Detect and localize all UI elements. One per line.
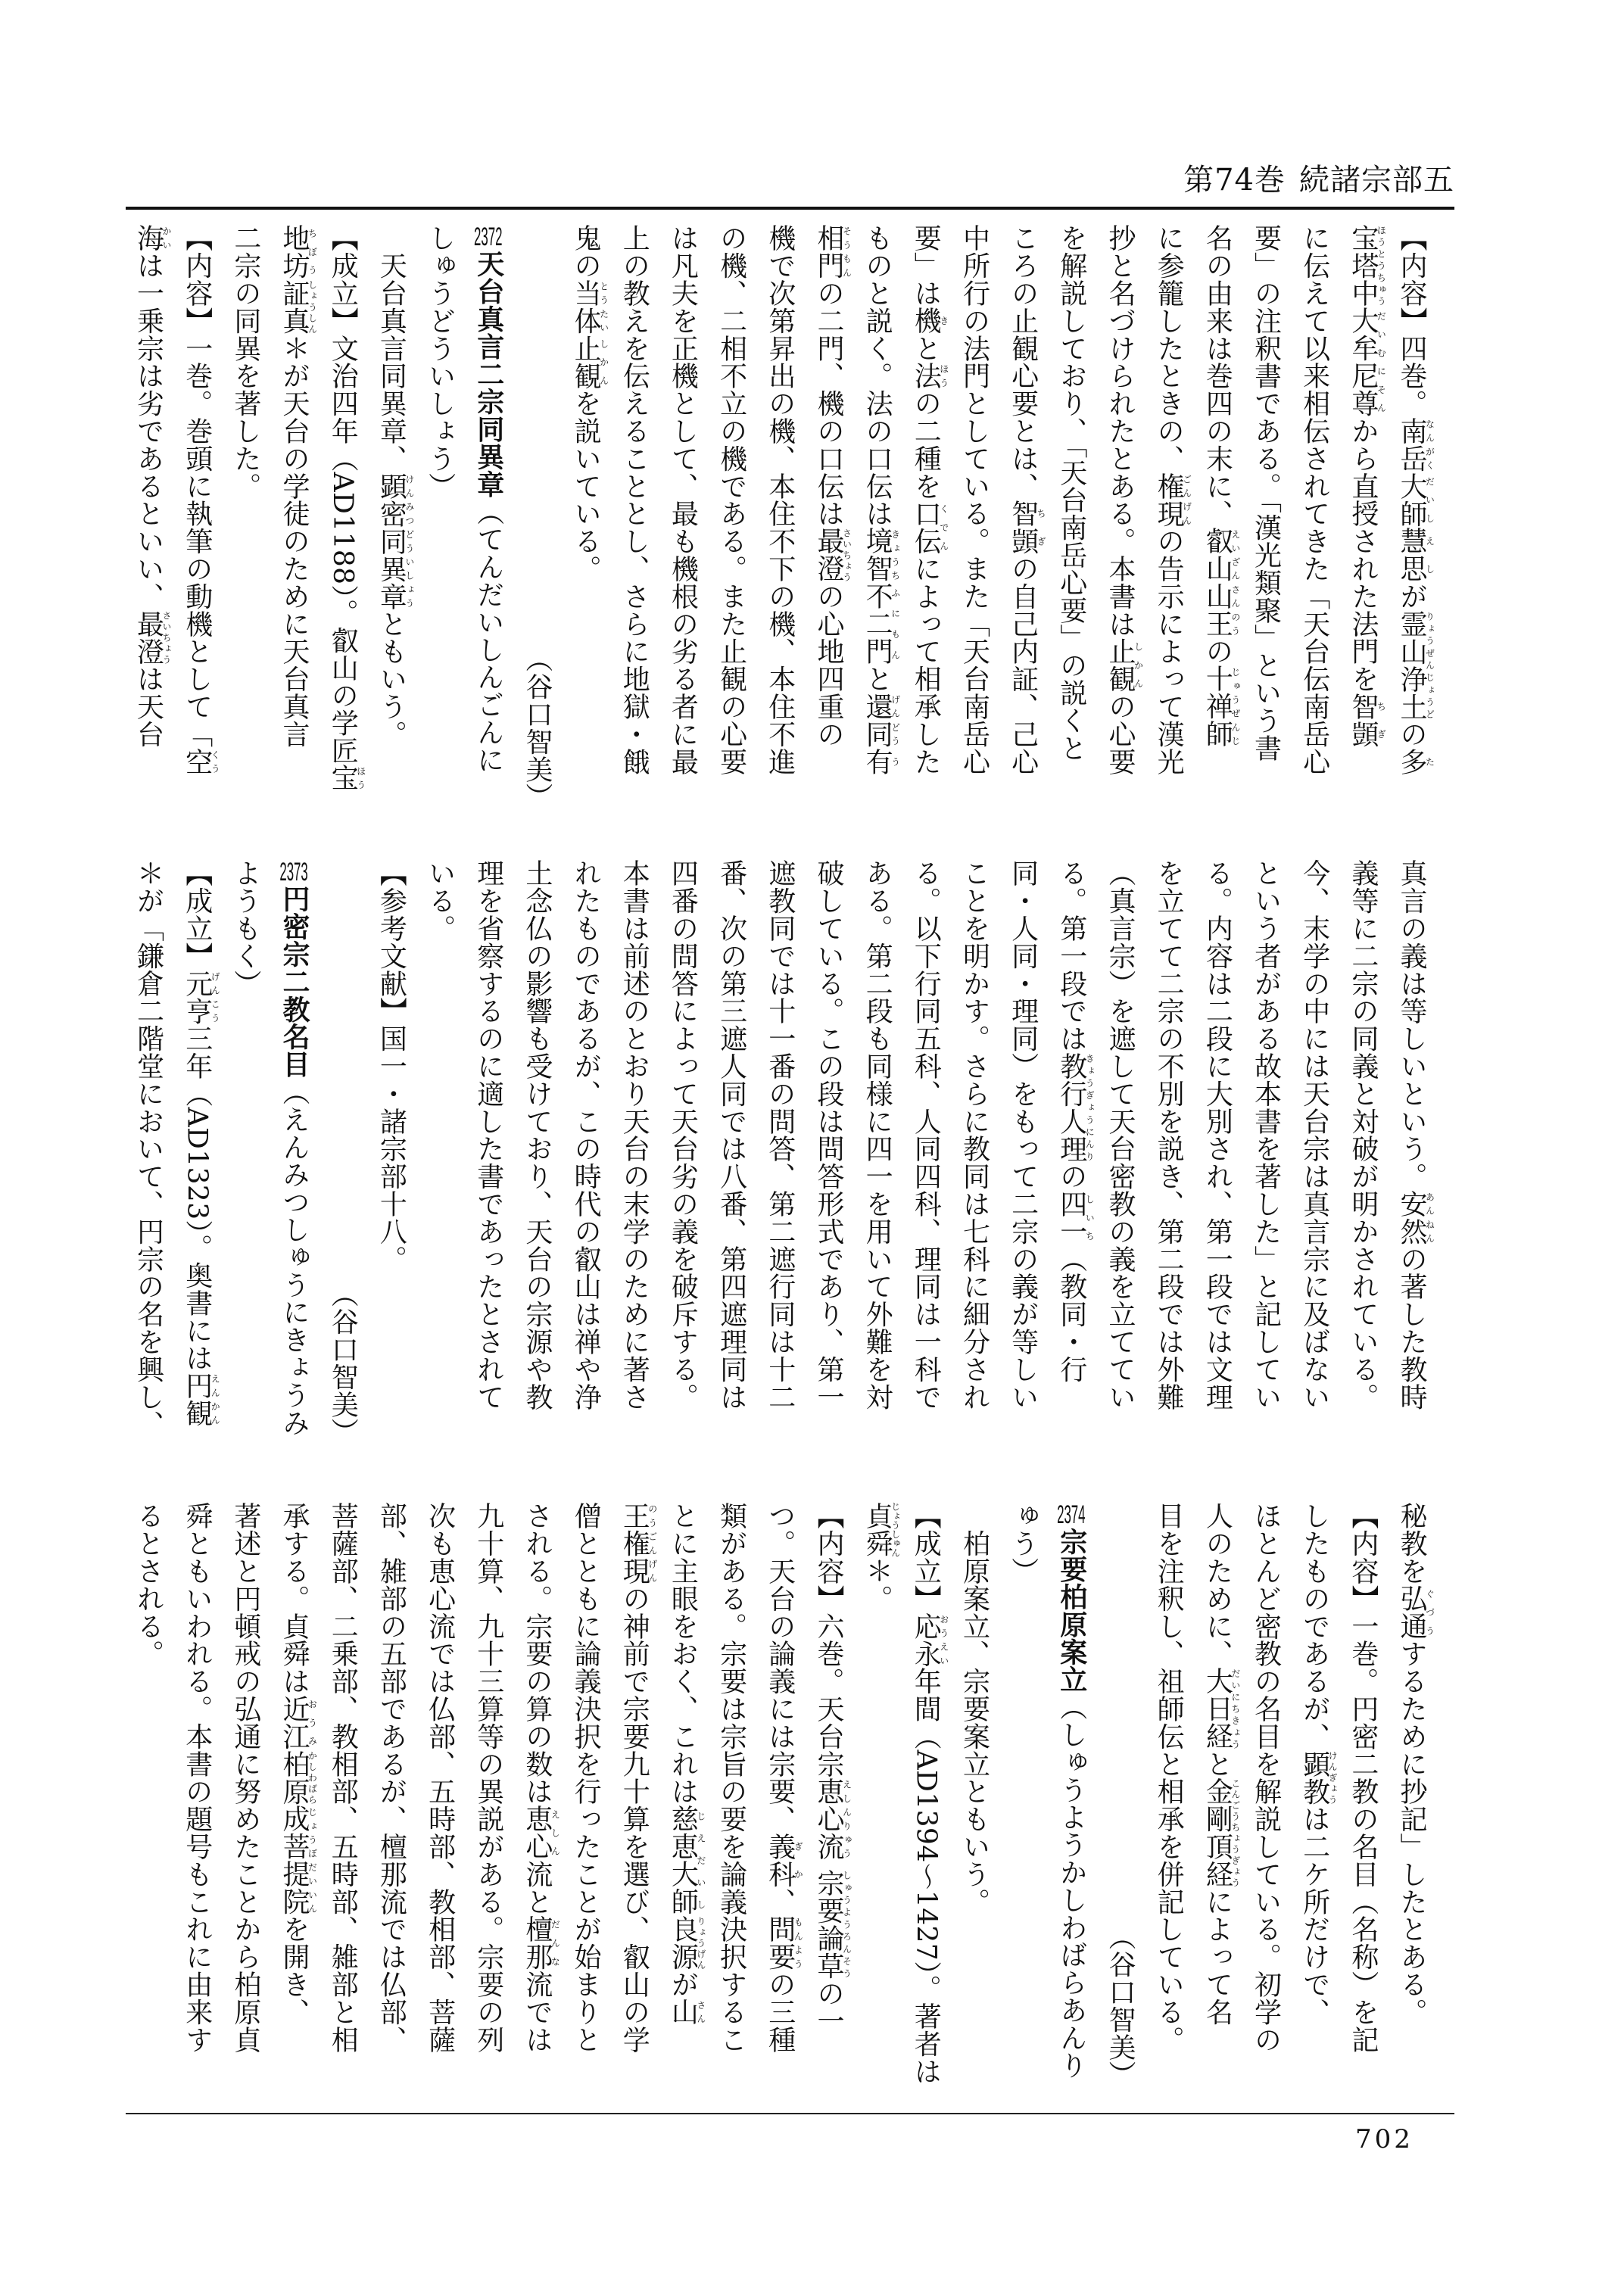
furigana-word: 十禅師じゅうぜんじ (1202, 665, 1241, 748)
text-column: 【内容】六巻。天台宗恵心流えしんりゅう 宗要論草しゅうようろんそうの一 (812, 1502, 853, 2035)
text-column: 【内容】四巻。南岳なんがく大師だいし慧思えしが霊山浄土りょうぜんじょうどの多た (1396, 224, 1435, 776)
text-column: 名の由来は巻四の末に、叡山山王えいざんさんのうの十禅師じゅうぜんじ (1202, 224, 1241, 748)
furigana-word: 慧思えし (1396, 527, 1435, 583)
text-column: ころの止観心要とは、智顗ちぎの自己内証、己心 (1007, 224, 1047, 776)
text-column: る。第一段では教行人理きょうぎょうにんりの四一しいち（教同・行 (1055, 859, 1096, 1383)
text-column: という者がある故本書を著した」と記してい (1250, 859, 1282, 1410)
text-column: したものであるが、顕教けんぎょうは二ケ所だけで、 (1298, 1502, 1339, 2026)
text-column: つ。天台の論義には宗要、義科ぎか、問要もんようの三種 (764, 1502, 804, 2054)
furigana-word: 弘通ぐづう (1396, 1584, 1435, 1640)
furigana-word: 宝塔中ほうとうちゅう (1347, 224, 1387, 307)
text-column: 人のために、大日経だいにちきょうと金剛頂経こんごうちょうぎょうによって名 (1202, 1502, 1241, 2026)
text-column: ものと説く。法の口伝は境智きょうち不二門ふにもんと還同げんどう有う (862, 224, 901, 776)
section-title: 続諸宗部五 (1299, 163, 1454, 198)
furigana-word: 大牟尼尊だいむにそん (1347, 307, 1387, 417)
text-column: 相門そうもんの二門、機の口伝は最澄さいちょうの心地四重の (812, 224, 853, 748)
entry-heading-line: 2372天台真言二宗同異章（てんだいしんごんに (472, 224, 504, 774)
furigana-word: 義科ぎか (764, 1832, 804, 1888)
furigana-word: 顕密同異章けんみつどういしょう (376, 472, 415, 610)
furigana-word: 山さん (667, 1998, 706, 2026)
entry-number: 2374 (1057, 1502, 1086, 1528)
text-column: 番、次の第三遮人同では八番、第四遮理同は (715, 859, 747, 1410)
furigana-word: 霊山浄土りょうぜんじょうど (1396, 609, 1435, 721)
text-column: 承する。貞舜は近江おうみ柏原かしわばら成菩提院じょうぼだいいんを開き、 (279, 1502, 318, 2026)
text-column: 【内容】一巻。円密二教の名目（名称）を記 (1347, 1502, 1379, 2053)
furigana-word: 問要もんよう (764, 1915, 804, 1971)
text-column: 菩薩部、二乗部、教相部、五時部、雑部と相 (327, 1502, 359, 2053)
furigana-word: 応永おうえい (910, 1612, 949, 1668)
text-column: 宝塔中ほうとうちゅう大牟尼尊だいむにそんから直授された法門を智顗ちぎ (1347, 224, 1387, 748)
text-column: 海かいは一乗宗は劣であるといい、最澄さいちょうは天台 (132, 224, 173, 748)
furigana-word: 海かい (132, 224, 173, 252)
text-column: 【成立】応永おうえい年間（AD1394〜1427）。著者は (910, 1502, 949, 2086)
entry-number: 2373 (279, 859, 308, 885)
furigana-word: 止観しかん (1104, 637, 1144, 693)
furigana-word: 宝ほう (327, 764, 366, 792)
text-column: 本書は前述のとおり天台の末学のために著さ (619, 859, 650, 1410)
entry-title: 天台真言二宗同異章 (472, 250, 504, 498)
furigana-word: 慈恵大師じえだいし (667, 1805, 706, 1916)
bottom-rule (126, 2113, 1454, 2114)
furigana-word: 多た (1396, 747, 1435, 776)
text-column: に伝えて以来相伝されてきた「天台伝南岳心 (1298, 224, 1330, 775)
text-column: 土念仏の影響も受けており、天台の宗源や教 (521, 859, 553, 1410)
furigana-word: 成菩提院じょうぼだいいん (279, 1805, 318, 1916)
furigana-word: 智顗ちぎ (1347, 692, 1387, 748)
furigana-word: 境智きょうち (862, 527, 901, 583)
furigana-word: 顕教けんぎょう (1298, 1749, 1339, 1805)
furigana-word: 地坊ちぼう (279, 224, 318, 279)
text-column: とに主眼をおく、これは慈恵大師じえだいし良源りょうげんが山さん (667, 1502, 706, 2026)
text-column: 【成立】元亨げんこう三年（AD1323）。奥書には円観えんかん (181, 859, 221, 1427)
text-column: 機で次第昇出の機、本住不下の機、本住不進 (764, 224, 796, 775)
text-column: 四番の問答によって天台劣の義を破斥する。 (667, 859, 699, 1410)
page-number: 702 (1355, 2124, 1414, 2154)
text-column: 部、雑部の五部であるが、檀那流では仏部、 (376, 1502, 407, 2053)
furigana-word: 当体とうたい (570, 279, 609, 335)
text-tier-1 (123, 224, 1435, 815)
furigana-word: 安然あんねん (1396, 1189, 1435, 1245)
furigana-word: 還同げんどう (862, 692, 901, 748)
text-column: 義等に二宗の同義と対破が明かされている。 (1347, 859, 1379, 1410)
text-column: 鬼の当体とうたい止観しかんを説いている。 (570, 224, 609, 583)
furigana-word: 不二門ふにもん (862, 582, 901, 665)
text-column: 貞舜じょうしゅん＊。 (862, 1502, 901, 1612)
text-column: ある。第二段も同様に四一を用いて外難を対 (862, 859, 893, 1410)
furigana-word: 金剛頂経こんごうちょうぎょう (1202, 1777, 1241, 1888)
furigana-word: 恵心えしん (521, 1805, 561, 1861)
furigana-word: 機き (910, 307, 949, 335)
text-column: 【参考文献】国一・諸宗部十八。 (376, 859, 407, 1273)
furigana-word: 権現ごんげん (1153, 472, 1192, 528)
text-column: 類がある。宗要は宗旨の要を論義決択するこ (715, 1502, 747, 2053)
text-column: 僧とともに論義決択を行ったことが始まりと (570, 1502, 602, 2053)
furigana-word: 有う (862, 747, 901, 776)
furigana-word: 貞舜じょうしゅん (862, 1502, 901, 1557)
text-column: れたものであるが、この時代の叡山は禅や浄 (570, 859, 602, 1410)
text-column: 柏原案立、宗要案立ともいう。 (959, 1502, 990, 1915)
furigana-word: 叡山山王えいざんさんのう (1202, 527, 1241, 638)
text-column: 舜ともいわれる。本書の題号もこれに由来す (181, 1502, 213, 2053)
text-column: 破している。この段は問答形式であり、第一 (812, 859, 844, 1410)
text-column: 天台真言同異章、顕密同異章けんみつどういしょうともいう。 (376, 224, 415, 748)
entry-title: 円密宗二教名目 (279, 885, 310, 1078)
text-column: ようもく） (229, 859, 261, 997)
text-tier-2 (123, 859, 1435, 1450)
text-column: 真言の義は等しいという。安然あんねんの著した教時 (1396, 859, 1435, 1411)
furigana-word: 証真しょうしん (279, 279, 318, 335)
text-column: 九十算、九十三算等の異説がある。宗要の列 (472, 1502, 504, 2053)
furigana-word: 大師だいし (1396, 472, 1435, 528)
author-signature: （谷口智美） (521, 644, 553, 810)
text-column: しゅうどういしょう） (424, 224, 456, 500)
text-column: （真言宗）を遮して天台密教の義を立ててい (1104, 859, 1136, 1410)
furigana-word: 口伝くでん (910, 500, 949, 555)
furigana-word: 近江おうみ (279, 1694, 318, 1750)
text-column: 秘教を弘通ぐづうするために抄記」したとある。 (1396, 1502, 1435, 2026)
text-column: 王権現のうごんげんの神前で宗要九十算を選び、叡山の学 (619, 1502, 658, 2054)
furigana-word: 王権現のうごんげん (619, 1502, 658, 1585)
text-column: 【内容】一巻。巻頭に執筆の動機として「空くう (181, 224, 221, 776)
text-column: を立てて二宗の不別を説き、第二段では外難 (1153, 859, 1185, 1410)
furigana-word: 最澄さいちょう (132, 609, 173, 665)
text-tier-3 (123, 1502, 1435, 2092)
text-column: る。内容は二段に大別され、第一段では文理 (1202, 859, 1233, 1410)
text-column: 要」は機きと法ほうの二種を口伝くでんによって相承した (910, 224, 949, 776)
furigana-word: 止観しかん (570, 334, 609, 390)
text-column: る。以下行同五科、人同四科、理同は一科で (910, 859, 942, 1410)
text-column: 【成立】文治四年（AD1188）。叡山の学匠宝ほう (327, 224, 366, 792)
furigana-word: 最澄さいちょう (812, 527, 853, 583)
furigana-word: 教行人理きょうぎょうにんり (1055, 1051, 1096, 1163)
text-column: 上の教えを伝えることとし、さらに地獄・餓 (619, 224, 650, 775)
entry-title: 宗要柏原案立 (1055, 1528, 1087, 1693)
furigana-word: 南岳なんがく (1396, 416, 1435, 472)
text-column: ことを明かす。さらに教同は七科に細分され (959, 859, 990, 1410)
text-column: 目を注釈し、祖師伝と相承を併記している。 (1153, 1502, 1185, 2053)
text-column: 次も恵心流では仏部、五時部、教相部、菩薩 (424, 1502, 456, 2053)
text-column: 地坊ちぼう証真しょうしん＊が天台の学徒のために天台真言 (279, 224, 318, 748)
running-header (1170, 156, 1454, 199)
text-column: 著述と円頓戒の弘通に努めたことから柏原貞 (229, 1502, 261, 2053)
text-column: 今、末学の中には天台宗は真言宗に及ばない (1298, 859, 1330, 1410)
author-signature: （谷口智美） (327, 1279, 359, 1445)
furigana-word: 宗要論草しゅうようろんそう (812, 1869, 853, 1980)
furigana-word: 四一しいち (1055, 1189, 1096, 1245)
text-column: 中所行の法門としている。また「天台南岳心 (959, 224, 990, 775)
furigana-word: 元亨げんこう (181, 969, 221, 1025)
entry-heading-line: 2374宗要柏原案立（しゅうようかしわばらあんり (1055, 1502, 1087, 2080)
text-column: るとされる。 (132, 1502, 164, 1668)
furigana-word: 法ほう (910, 362, 949, 390)
text-column: される。宗要の算の数は恵心えしん流と檀那だんな流では (521, 1502, 561, 2054)
top-rule (126, 207, 1454, 210)
text-column: 要」の注釈書である。「漢光類聚」という書 (1250, 224, 1282, 762)
text-column: いる。 (424, 859, 456, 942)
furigana-word: 恵心流えしんりゅう (812, 1777, 853, 1861)
volume-number: 第74巻 (1183, 163, 1286, 198)
text-column: の機、二相不立の機である。また止観の心要 (715, 224, 747, 775)
entry-heading-line: 2373円密宗二教名目（えんみつしゅうにきょうみ (279, 859, 310, 1437)
furigana-word: 柏原かしわばら (279, 1749, 318, 1805)
text-column: を解説しており、「天台南岳心要」の説くと (1055, 224, 1087, 762)
text-column: 二宗の同異を著した。 (229, 224, 261, 500)
text-column: 抄と名づけられたとある。本書は止観しかんの心要 (1104, 224, 1144, 776)
furigana-word: 大日経だいにちきょう (1202, 1667, 1241, 1750)
furigana-word: 空くう (181, 747, 221, 776)
text-column: に参籠したときの、権現ごんげんの告示によって漢光 (1153, 224, 1192, 776)
text-column: は凡夫を正機として、最も機根の劣る者に最 (667, 224, 699, 775)
text-column: 同・人同・理同）をもって二宗の義が等しい (1007, 859, 1039, 1410)
furigana-word: 智顗ちぎ (1007, 500, 1047, 555)
text-column: ＊が「鎌倉二階堂において、円宗の名を興し、 (132, 859, 164, 1438)
text-column: ほとんど密教の名目を解説している。初学の (1250, 1502, 1282, 2053)
text-column: 遮教同では十一番の問答、第二遮行同は十二 (764, 859, 796, 1410)
furigana-word: 相門そうもん (812, 224, 853, 279)
text-column: ゅう） (1007, 1502, 1039, 1585)
entry-number: 2372 (474, 224, 503, 250)
furigana-word: 檀那だんな (521, 1915, 561, 1971)
furigana-word: 円観えんかん (181, 1371, 221, 1427)
text-column: 理を省察するのに適した書であったとされて (472, 859, 504, 1410)
furigana-word: 良源りょうげん (667, 1915, 706, 1971)
author-signature: （谷口智美） (1104, 1922, 1136, 2088)
